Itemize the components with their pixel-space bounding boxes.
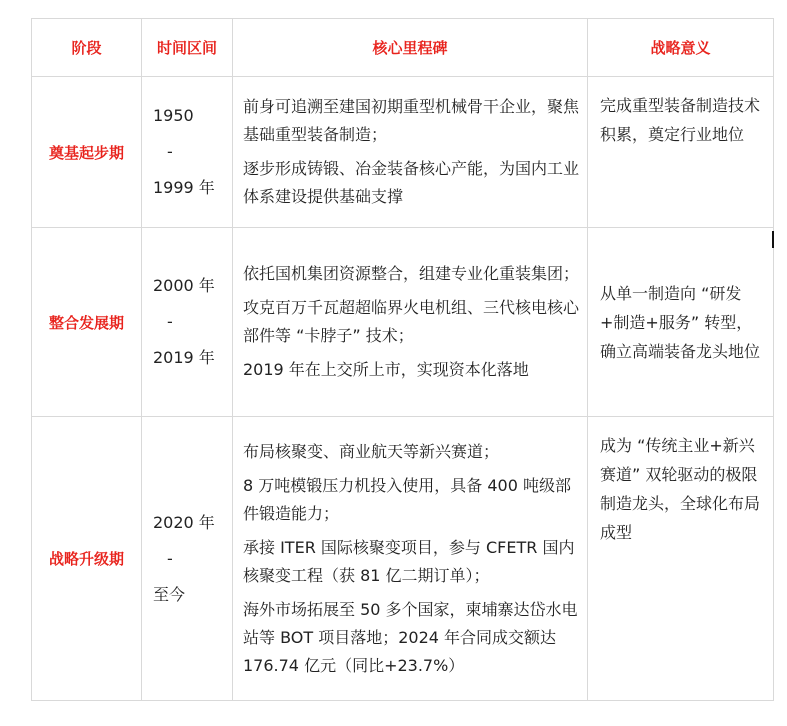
- milestone-table: [31, 18, 774, 701]
- milestone-cell: [233, 417, 588, 701]
- significance-cell: 完成重型装备制造技术积累，奠定行业地位: [588, 77, 774, 228]
- significance-cell: 从单一制造向 “研发+制造+服务” 转型，确立高端装备龙头地位: [588, 228, 774, 417]
- period-end: 至今: [153, 584, 186, 604]
- period-start: 2000 年: [153, 276, 215, 295]
- milestone-item: 承接 ITER 国际核聚变项目，参与 CFETR 国内核聚变工程（获 81 亿二期订单）；: [243, 537, 575, 585]
- period-dash: -: [167, 142, 173, 161]
- period-start: 1950: [153, 106, 194, 125]
- header-significance: 战略意义: [588, 19, 774, 77]
- table-row: [32, 417, 774, 701]
- milestone-item: 依托国机集团资源整合，组建专业化重装集团；: [243, 264, 580, 283]
- milestone-item: 海外市场拓展至 50 多个国家，柬埔寨达岱水电站等 BOT 项目落地；2024 年合同成交额达 176.74 亿元（同比+23.7%）: [243, 599, 578, 675]
- table-header-row: [32, 19, 774, 77]
- significance-cell: 成为 “传统主业+新兴赛道” 双轮驱动的极限制造龙头，全球化布局成型: [588, 417, 774, 701]
- period-dash: -: [167, 312, 173, 331]
- period-start: 2020 年: [153, 512, 215, 532]
- period-end: 2019 年: [153, 348, 215, 367]
- milestone-item: 布局核聚变、商业航天等新兴赛道；: [243, 441, 500, 461]
- period-end: 1999 年: [153, 178, 215, 197]
- stage-cell: 奠基起步期: [32, 77, 142, 228]
- text-cursor: [772, 231, 774, 248]
- milestone-item: 前身可追溯至建国初期重型机械骨干企业，聚焦基础重型装备制造；: [243, 97, 580, 144]
- table-row: [32, 77, 774, 228]
- milestone-item: 8 万吨模锻压力机投入使用，具备 400 吨级部件锻造能力；: [243, 475, 571, 523]
- stage-cell: 整合发展期: [32, 228, 142, 417]
- milestone-cell: [233, 228, 588, 417]
- table-row: [32, 228, 774, 417]
- milestone-item: 逐步形成铸锻、冶金装备核心产能，为国内工业体系建设提供基础支撑: [243, 159, 580, 206]
- milestone-item: 2019 年在上交所上市，实现资本化落地: [243, 360, 529, 379]
- header-period: 时间区间: [142, 19, 233, 77]
- stage-cell: 战略升级期: [32, 417, 142, 701]
- milestone-item: 攻克百万千瓦超超临界火电机组、三代核电核心部件等 “卡脖子” 技术；: [243, 298, 580, 345]
- period-cell: [142, 77, 233, 228]
- header-milestones: 核心里程碑: [233, 19, 588, 77]
- period-dash: -: [167, 548, 173, 568]
- milestone-cell: [233, 77, 588, 228]
- header-stage: 阶段: [32, 19, 142, 77]
- period-cell: [142, 228, 233, 417]
- period-cell: [142, 417, 233, 701]
